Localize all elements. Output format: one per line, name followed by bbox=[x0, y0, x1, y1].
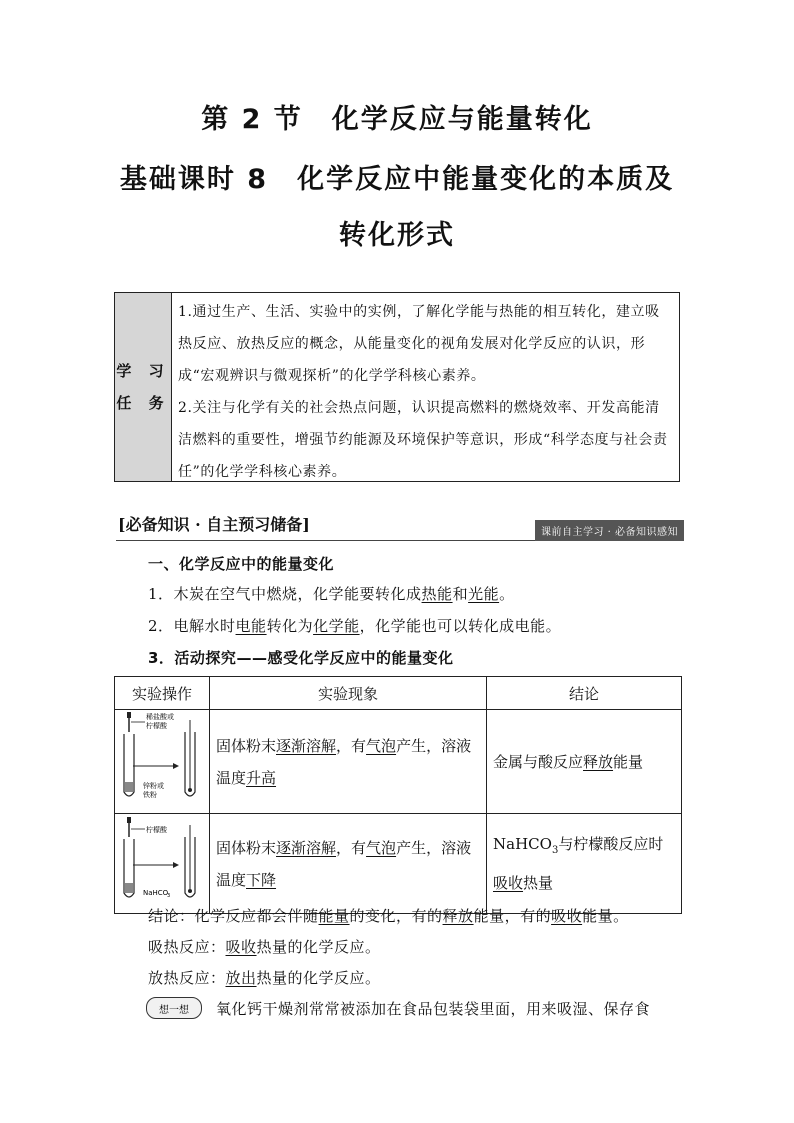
experiment-table bbox=[114, 676, 682, 914]
item-3: 3．活动探究——感受化学反应中的能量变化 bbox=[148, 649, 454, 667]
svg-text:锌粉或: 锌粉或 bbox=[143, 782, 164, 790]
lesson-title-cont: 转化形式 bbox=[339, 220, 455, 251]
learning-tasks-box bbox=[114, 292, 680, 482]
section-title: 第 2 节 化学反应与能量转化 bbox=[201, 104, 593, 135]
conclusion-cell: 金属与酸反应释放能量 bbox=[487, 710, 682, 814]
section-header-title: [必备知识 · 自主预习储备] bbox=[118, 515, 310, 534]
table-header: 实验现象 bbox=[210, 677, 487, 710]
endothermic-definition: 吸热反应：吸收热量的化学反应。 bbox=[148, 938, 381, 956]
task-item: 2.关注与化学有关的社会热点问题，认识提高燃料的燃烧效率、开发高能清洁燃料的重要性，增强节约能源及环境保护等意识，形成“科学态度与社会责任”的化学学科核心素养。 bbox=[178, 400, 668, 480]
test-tube-diagram-bicarbonate bbox=[115, 815, 209, 909]
conclusion-text: 结论：化学反应都会伴随能量的变化，有的释放能量，有的吸收能量。 bbox=[148, 907, 629, 925]
svg-text:NaHCO: NaHCO bbox=[143, 888, 169, 897]
svg-text:柠檬酸: 柠檬酸 bbox=[146, 825, 167, 834]
learning-tasks-list bbox=[172, 293, 679, 481]
lesson-title: 基础课时 8 化学反应中能量变化的本质及 bbox=[119, 164, 675, 195]
section-header bbox=[116, 512, 684, 541]
part1-heading: 一、化学反应中的能量变化 bbox=[148, 555, 335, 573]
section-header-tag: 课前自主学习 · 必备知识感知 bbox=[535, 520, 684, 541]
table-row bbox=[115, 814, 682, 914]
phenomenon-cell: 固体粉末逐渐溶解，有气泡产生，溶液温度下降 bbox=[210, 814, 487, 914]
conclusion-cell: NaHCO$_3$与柠檬酸反应时吸收热量 bbox=[487, 814, 682, 914]
learning-tasks-label: 学 习 任 务 bbox=[115, 293, 172, 481]
item-2: 2．电解水时电能转化为化学能，化学能也可以转化成电能。 bbox=[148, 617, 562, 635]
table-header: 实验操作 bbox=[115, 677, 210, 710]
task-item: 1.通过生产、生活、实验中的实例，了解化学能与热能的相互转化，建立吸热反应、放热反应的概念，从能量变化的视角发展对化学反应的认识，形成“宏观辨识与微观探析”的化学学科核心素养。 bbox=[178, 304, 660, 384]
apparatus-figure-bicarbonate bbox=[115, 814, 210, 914]
exothermic-definition: 放热反应：放出热量的化学反应。 bbox=[148, 969, 381, 987]
test-tube-diagram-acid bbox=[115, 710, 209, 809]
table-row bbox=[115, 710, 682, 814]
apparatus-figure-acid bbox=[115, 710, 210, 814]
svg-text:3: 3 bbox=[167, 892, 171, 899]
think-text: 氧化钙干燥剂常常被添加在食品包装袋里面，用来吸湿、保存食 bbox=[216, 1000, 651, 1018]
item-1: 1．木炭在空气中燃烧，化学能要转化成热能和光能。 bbox=[148, 585, 515, 603]
phenomenon-cell: 固体粉末逐渐溶解，有气泡产生，溶液温度升高 bbox=[210, 710, 487, 814]
svg-text:柠檬酸: 柠檬酸 bbox=[146, 722, 167, 730]
think-badge: 想一想 bbox=[146, 997, 202, 1019]
svg-text:铁粉: 铁粉 bbox=[143, 791, 157, 799]
svg-text:稀盐酸或: 稀盐酸或 bbox=[146, 713, 174, 721]
table-header: 结论 bbox=[487, 677, 682, 710]
